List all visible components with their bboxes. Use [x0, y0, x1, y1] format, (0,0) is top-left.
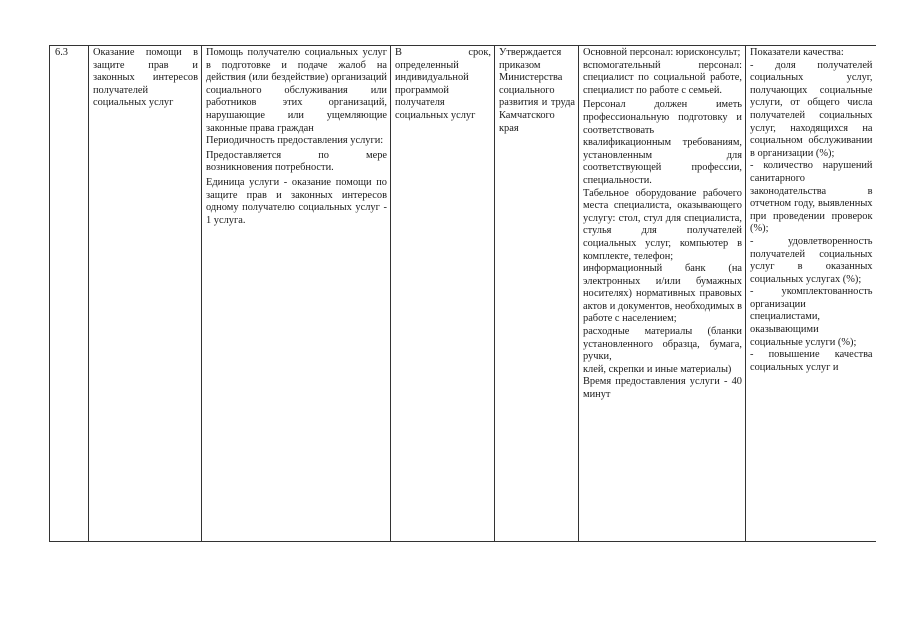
quality-item: - количество нарушений санитарного законодательства в отчетном году, выявленных при проведении проверок (%); — [750, 160, 873, 235]
staff-requirements: Персонал должен иметь профессиональную подготовку и соответствовать квалификационным требованиям, установленным для соответствующей профессии, специальности. — [583, 99, 742, 186]
quality-cell — [746, 46, 876, 542]
deadline-cell — [391, 46, 495, 542]
quality-item: - повышение качества социальных услуг и — [750, 349, 873, 373]
service-deadline: В срок, определенный индивидуальной программой получателя социальных услуг — [395, 47, 491, 121]
quality-item: - доля получателей социальных услуг, получающих социальные услуги, от общего числа получателей социальных услуг, находящихся на социальном обслуживании в организации (%); — [750, 59, 873, 159]
consumables-continued: клей, скрепки и иные материалы) — [583, 363, 732, 375]
table-row — [50, 46, 876, 542]
row-number-cell — [50, 46, 89, 542]
periodicity-value: Предоставляется по мере возникновения потребности. — [206, 149, 387, 174]
service-name-cell — [89, 46, 202, 542]
service-name: Оказание помощи в защите прав и законных интересов получателей социальных услуг — [93, 47, 198, 109]
service-description-main: Помощь получателю социальных услуг в подготовке и подаче жалоб на действия (или бездействие) организаций социального обслуживания или работников этих организаций, нарушающие или ущемляющие законные права граждан — [206, 47, 387, 134]
service-description-cell — [202, 46, 391, 542]
staff-main: Основной персонал: юрисконсульт; — [583, 47, 741, 58]
service-unit: Единица услуги - оказание помощи по защите прав и законных интересов одному получателю социальных услуг - 1 услуга. — [206, 176, 387, 226]
row-number: 6.3 — [55, 47, 68, 58]
consumables: расходные материалы (бланки установленного образца, бумага, ручки, — [583, 326, 742, 363]
services-table — [49, 45, 876, 542]
info-bank: информационный банк (на электронных и/или бумажных носителях) нормативных правовых актов и документов, необходимых в работе с населением; — [583, 263, 742, 325]
quality-label: Показатели качества: — [750, 47, 844, 58]
staff-aux: вспомогательный персонал: специалист по социальной работе, специалист по работе с семьей. — [583, 59, 742, 96]
service-time: Время предоставления услуги - 40 минут — [583, 376, 742, 401]
quality-item: - удовлетворенность получателей социальных услуг в оказанных социальных услугах (%); — [750, 235, 873, 285]
equipment: Табельное оборудование рабочего места специалиста, оказывающего услугу: стол, стул для специалиста, стулья для получателей социальных услуг, компьютер в комплекте, телефон; — [583, 187, 742, 262]
service-tariff: Утверждается приказом Министерства социального развития и труда Камчатского края — [499, 47, 575, 134]
conditions-cell — [579, 46, 746, 542]
tariff-cell — [495, 46, 579, 542]
quality-item: - укомплектованность организации специалистами, оказывающими социальные услуги (%); — [750, 286, 873, 348]
periodicity-label: Периодичность предоставления услуги: — [206, 135, 384, 147]
